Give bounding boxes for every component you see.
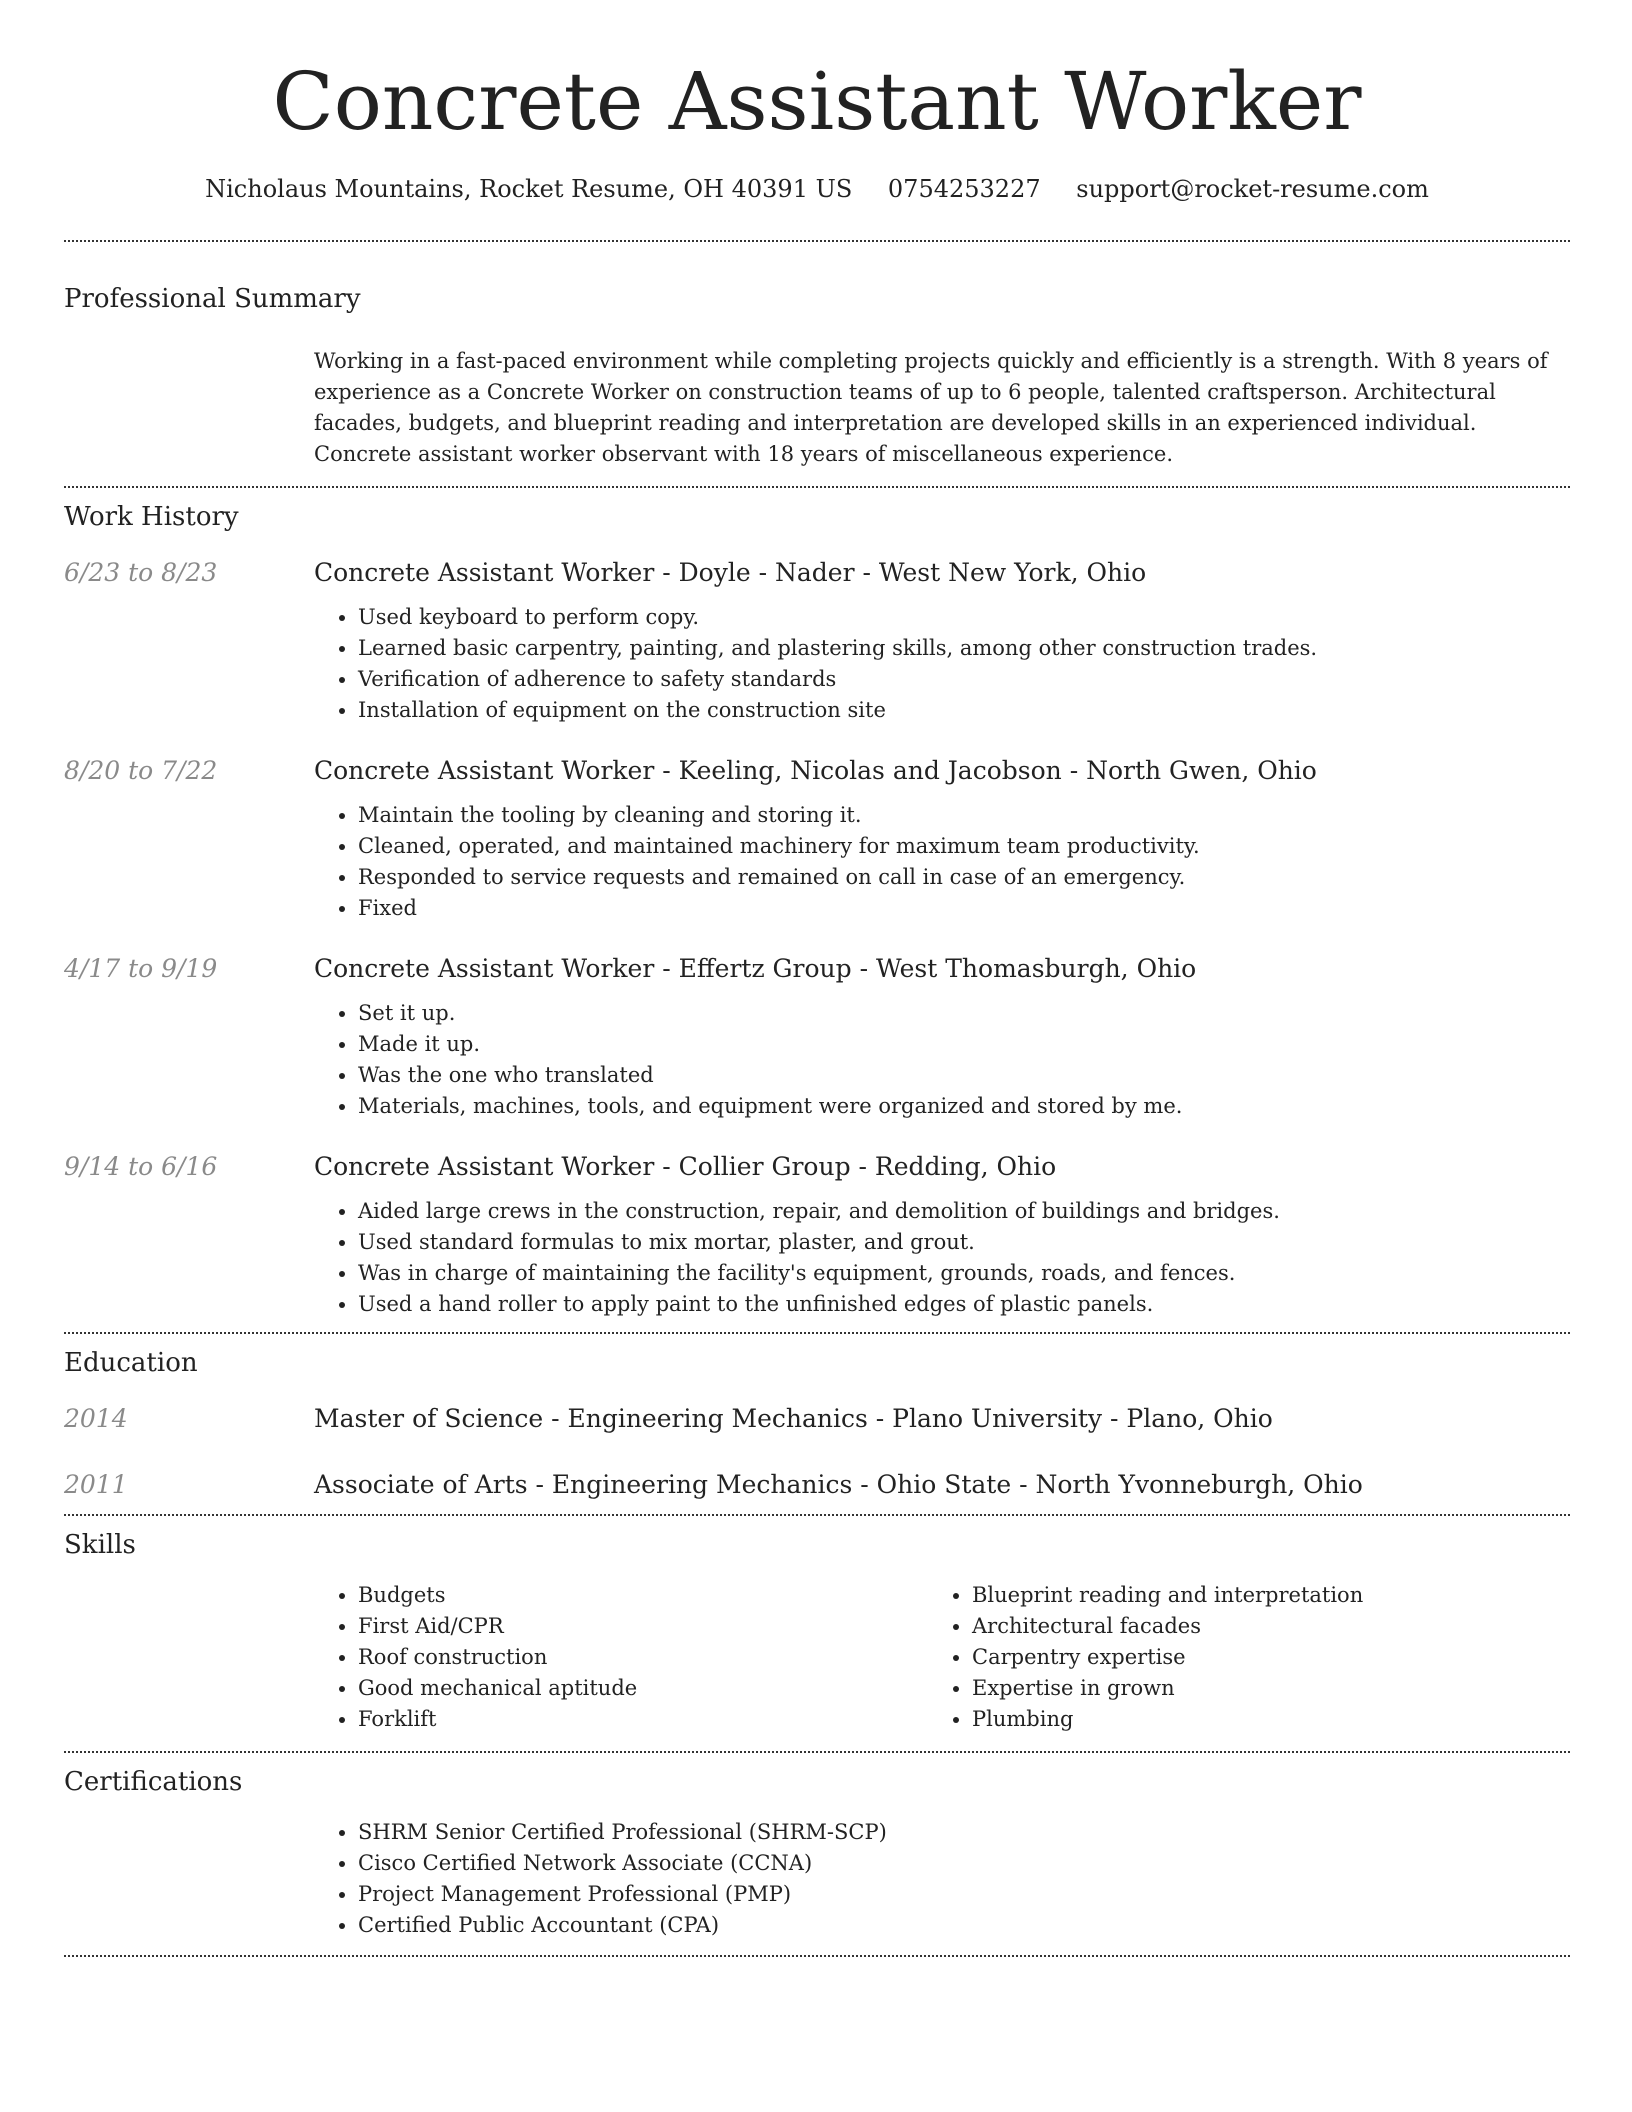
list-item: • Fixed	[358, 893, 1570, 924]
work-history-heading: Work History	[64, 502, 239, 532]
list-item: • Forklift	[358, 1704, 928, 1735]
list-item: • Was in charge of maintaining the facility's equipment, grounds, roads, and fences.	[358, 1258, 1570, 1289]
skills-section	[64, 1516, 1570, 1735]
education-entry	[64, 1402, 1570, 1436]
work-entry	[64, 952, 1570, 1122]
work-date: 4/17 to 9/19	[64, 954, 218, 983]
education-body	[314, 1468, 1570, 1502]
list-item: • First Aid/CPR	[358, 1611, 928, 1642]
list-item: • Responded to service requests and remained on call in case of an emergency.	[358, 862, 1570, 893]
skills-columns	[314, 1580, 1570, 1735]
list-item: • Installation of equipment on the construction site	[358, 695, 1570, 726]
list-item: • Set it up.	[358, 998, 1570, 1029]
education-degree: Associate of Arts - Engineering Mechanics - Ohio State - North Yvonneburgh, Ohio	[314, 1470, 1363, 1499]
education-degree: Master of Science - Engineering Mechanics - Plano University - Plano, Ohio	[314, 1404, 1273, 1433]
work-role: Concrete Assistant Worker - Keeling, Nicolas and Jacobson - North Gwen, Ohio	[314, 756, 1317, 785]
list-item: • Made it up.	[358, 1029, 1570, 1060]
contact-line	[64, 172, 1570, 206]
work-bullets	[314, 602, 1570, 726]
work-body	[314, 1150, 1570, 1320]
list-item: • Roof construction	[358, 1642, 928, 1673]
work-date: 9/14 to 6/16	[64, 1152, 218, 1181]
work-list	[64, 556, 1570, 1320]
work-bullets	[314, 998, 1570, 1122]
work-entry	[64, 1150, 1570, 1320]
work-date: 6/23 to 8/23	[64, 558, 218, 587]
list-item: • Used standard formulas to mix mortar, plaster, and grout.	[358, 1227, 1570, 1258]
work-body	[314, 754, 1570, 924]
list-item: • Carpentry expertise	[972, 1642, 1542, 1673]
summary-section	[64, 242, 1570, 470]
list-item: • Aided large crews in the construction, repair, and demolition of buildings and bridges.	[358, 1196, 1570, 1227]
education-list	[64, 1402, 1570, 1502]
page-title: Concrete Assistant Worker	[272, 55, 1362, 148]
list-item: • Plumbing	[972, 1704, 1542, 1735]
contact-address: Nicholaus Mountains, Rocket Resume, OH 40391 US	[205, 175, 853, 203]
summary-text: Working in a fast-paced environment while completing projects quickly and efficiently is a strength. With 8 years of experience as a Concrete Worker on construction teams of up to 6 people, talented craftsperson. Architectural facades, budgets, and blueprint reading and interpretation are developed skills in an experienced individual. Concrete assistant worker observant with 18 years of miscellaneous experience.	[314, 349, 1548, 466]
divider	[64, 1955, 1570, 1957]
list-item: • Maintain the tooling by cleaning and storing it.	[358, 800, 1570, 831]
work-bullets	[314, 800, 1570, 924]
education-entry	[64, 1468, 1570, 1502]
list-item: • Project Management Professional (PMP)	[358, 1879, 1570, 1910]
education-body	[314, 1402, 1570, 1436]
education-date: 2014	[64, 1404, 128, 1433]
list-item: • Materials, machines, tools, and equipment were organized and stored by me.	[358, 1091, 1570, 1122]
skills-list-right	[928, 1580, 1542, 1735]
work-role: Concrete Assistant Worker - Collier Group - Redding, Ohio	[314, 1152, 1057, 1181]
certifications-list	[314, 1817, 1570, 1941]
work-entry	[64, 556, 1570, 726]
list-item: • SHRM Senior Certified Professional (SHRM-SCP)	[358, 1817, 1570, 1848]
work-body	[314, 556, 1570, 726]
work-date: 8/20 to 7/22	[64, 756, 218, 785]
work-role: Concrete Assistant Worker - Doyle - Nader - West New York, Ohio	[314, 558, 1147, 587]
list-item: • Good mechanical aptitude	[358, 1673, 928, 1704]
education-heading: Education	[64, 1348, 198, 1378]
list-item: • Used a hand roller to apply paint to the unfinished edges of plastic panels.	[358, 1289, 1570, 1320]
list-item: • Expertise in grown	[972, 1673, 1542, 1704]
work-bullets	[314, 1196, 1570, 1320]
list-item: • Cisco Certified Network Associate (CCNA)	[358, 1848, 1570, 1879]
list-item: • Was the one who translated	[358, 1060, 1570, 1091]
list-item: • Architectural facades	[972, 1611, 1542, 1642]
skills-heading: Skills	[64, 1530, 136, 1560]
list-item: • Cleaned, operated, and maintained machinery for maximum team productivity.	[358, 831, 1570, 862]
list-item: • Certified Public Accountant (CPA)	[358, 1910, 1570, 1941]
contact-phone: 0754253227	[887, 175, 1041, 203]
list-item: • Blueprint reading and interpretation	[972, 1580, 1542, 1611]
certifications-heading: Certifications	[64, 1767, 243, 1797]
education-date: 2011	[64, 1470, 128, 1499]
contact-email: support@rocket-resume.com	[1076, 175, 1429, 203]
list-item: • Used keyboard to perform copy.	[358, 602, 1570, 633]
summary-heading: Professional Summary	[64, 284, 361, 314]
work-history-section	[64, 488, 1570, 1320]
work-role: Concrete Assistant Worker - Effertz Group - West Thomasburgh, Ohio	[314, 954, 1197, 983]
list-item: • Verification of adherence to safety standards	[358, 664, 1570, 695]
work-body	[314, 952, 1570, 1122]
certifications-section	[64, 1753, 1570, 1941]
list-item: • Learned basic carpentry, painting, and plastering skills, among other construction trades.	[358, 633, 1570, 664]
work-entry	[64, 754, 1570, 924]
education-section	[64, 1334, 1570, 1502]
skills-list-left	[314, 1580, 928, 1735]
list-item: • Budgets	[358, 1580, 928, 1611]
certifications-list-wrap	[314, 1817, 1570, 1941]
